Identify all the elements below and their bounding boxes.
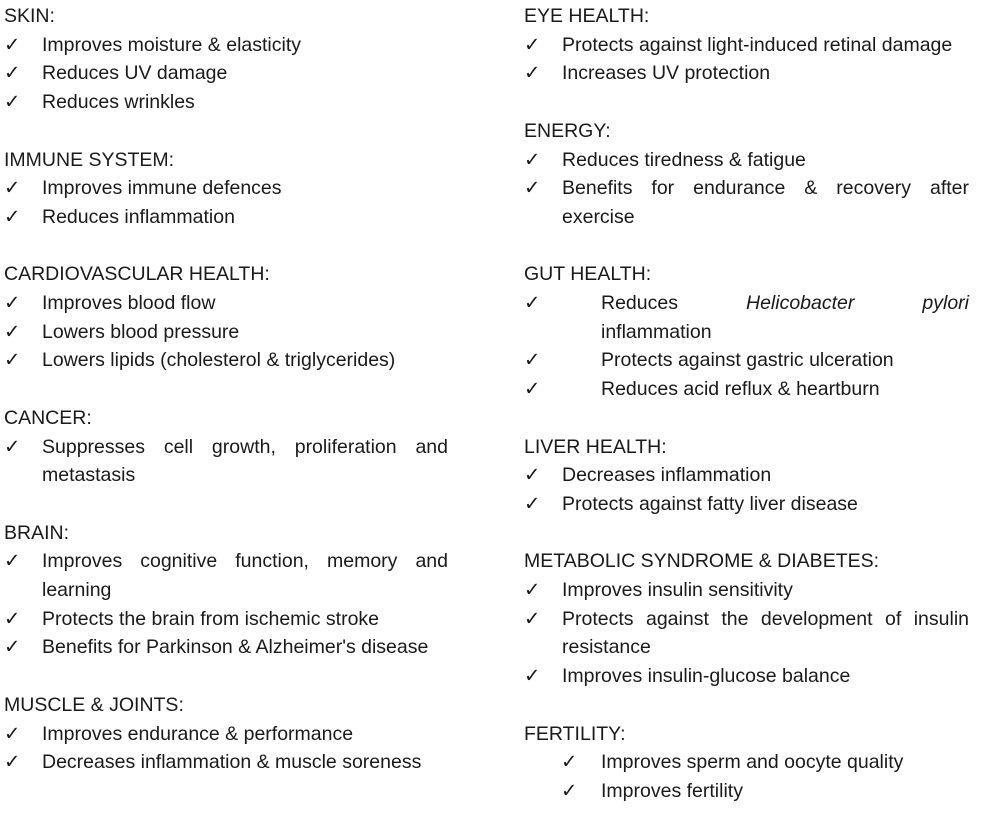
checkmark-icon: ✓ [4, 550, 21, 573]
checkmark-icon: ✓ [4, 320, 21, 343]
list-item-word: Reduces [601, 292, 678, 314]
checkmark-icon: ✓ [524, 492, 541, 515]
checkmark-icon: ✓ [524, 62, 541, 85]
checkmark-icon: ✓ [4, 636, 21, 659]
list-item-text: Reduces tiredness & fatigue [562, 148, 806, 171]
section-immune-system [4, 146, 448, 232]
checkmark-icon: ✓ [524, 33, 541, 56]
section-heading: ENERGY: [524, 119, 611, 142]
checkmark-icon: ✓ [524, 607, 541, 630]
list-item [4, 31, 448, 60]
list-item-text: Reduces wrinkles [42, 91, 195, 114]
section-heading: LIVER HEALTH: [524, 435, 667, 458]
list-item-text: Protects against the development of insulin resistance [562, 607, 969, 659]
section-heading: MUSCLE & JOINTS: [4, 693, 184, 716]
section-gut-health [524, 260, 969, 404]
checkmark-icon: ✓ [4, 177, 21, 200]
list-item-text: Benefits for endurance & recovery after exercise [562, 177, 969, 228]
list-item [524, 346, 969, 375]
section-fertility [524, 720, 969, 806]
list-item-text: Protects against light-induced retinal damage [562, 33, 953, 56]
list-item-text: Improves sperm and oocyte quality [601, 751, 904, 774]
list-item [4, 547, 448, 604]
list-item-text: Improves immune defences [42, 177, 282, 200]
section-heading: GUT HEALTH: [524, 263, 652, 286]
list-item [524, 375, 969, 404]
list-item [524, 576, 969, 605]
section-heading: CARDIOVASCULAR HEALTH: [4, 263, 270, 286]
list-item [524, 605, 969, 662]
section-eye-health [524, 2, 969, 88]
section-heading: FERTILITY: [524, 722, 626, 745]
checkmark-icon: ✓ [4, 607, 21, 630]
list-item-text: Improves endurance & performance [42, 722, 354, 745]
section-metabolic-syndrome-diabetes [524, 547, 969, 691]
list-item [4, 720, 448, 749]
list-item [4, 633, 448, 662]
list-item-text: Benefits for Parkinson & Alzheimer's disease [42, 636, 429, 659]
checkmark-icon: ✓ [4, 33, 21, 56]
list-item-text: Lowers blood pressure [42, 320, 240, 343]
list-item-text: Decreases inflammation [562, 464, 772, 487]
list-item [524, 777, 969, 806]
list-item [4, 203, 448, 232]
list-item [524, 146, 969, 175]
list-item [4, 289, 448, 318]
section-brain [4, 519, 448, 663]
list-item [4, 346, 448, 375]
list-item-text: Protects the brain from ischemic stroke [42, 607, 380, 630]
section-energy [524, 117, 969, 232]
list-item-text: Improves moisture & elasticity [42, 33, 301, 56]
section-muscle-joints [4, 691, 448, 777]
list-item-word: inflammation [601, 320, 712, 343]
list-item [524, 662, 969, 691]
list-item [4, 174, 448, 203]
checkmark-icon: ✓ [524, 665, 541, 688]
checkmark-icon: ✓ [524, 349, 541, 372]
list-item [4, 748, 448, 777]
section-heading: SKIN: [4, 5, 55, 27]
list-item [524, 174, 969, 231]
section-heading: CANCER: [4, 406, 92, 429]
left-column [4, 2, 448, 806]
list-item [524, 289, 969, 346]
section-heading: METABOLIC SYNDROME & DIABETES: [524, 550, 880, 573]
list-item [4, 88, 448, 117]
checkmark-icon: ✓ [524, 579, 541, 601]
list-item [524, 59, 969, 88]
list-item-text: Protects against fatty liver disease [562, 492, 858, 515]
list-item-text: Improves cognitive function, memory and learning [42, 550, 448, 601]
checkmark-icon: ✓ [4, 751, 21, 774]
list-item [4, 318, 448, 347]
list-item [524, 461, 969, 490]
scientific-name-species: pylori [922, 292, 969, 314]
checkmark-icon: ✓ [524, 464, 541, 487]
list-item [524, 31, 969, 60]
checkmark-icon: ✓ [524, 177, 541, 200]
section-heading: EYE HEALTH: [524, 5, 650, 27]
list-item-text: Reduces UV damage [42, 62, 228, 85]
list-item [4, 433, 448, 490]
checkmark-icon: ✓ [4, 62, 21, 85]
section-cancer [4, 404, 448, 490]
list-item-text: Improves insulin-glucose balance [562, 665, 851, 688]
list-item-text: Reduces inflammation [42, 205, 235, 228]
list-item-text: Lowers lipids (cholesterol & triglycerides) [42, 349, 396, 372]
list-item [4, 59, 448, 88]
list-item [4, 605, 448, 634]
list-item-text: Increases UV protection [562, 62, 771, 85]
list-item-text: Reduces acid reflux & heartburn [601, 378, 880, 401]
right-column [524, 2, 969, 834]
list-item-text: Improves fertility [601, 779, 743, 802]
section-cardiovascular-health [4, 260, 448, 375]
list-item-text: Suppresses cell growth, proliferation and metastasis [42, 435, 448, 487]
section-heading: IMMUNE SYSTEM: [4, 148, 175, 171]
list-item-text: Improves blood flow [42, 292, 216, 314]
checkmark-icon: ✓ [561, 751, 578, 774]
section-skin [4, 2, 448, 117]
checkmark-icon: ✓ [4, 435, 21, 458]
scientific-name-genus: Helicobacter [745, 292, 855, 314]
checkmark-icon: ✓ [4, 292, 21, 314]
checkmark-icon: ✓ [561, 779, 578, 802]
checkmark-icon: ✓ [4, 205, 21, 228]
section-liver-health [524, 433, 969, 519]
checkmark-icon: ✓ [524, 378, 541, 401]
list-item-first-line [601, 289, 969, 318]
list-item-text: Improves insulin sensitivity [562, 579, 793, 601]
checkmark-icon: ✓ [4, 722, 21, 745]
checkmark-icon: ✓ [4, 349, 21, 372]
list-item-text [601, 289, 969, 346]
list-item [524, 490, 969, 519]
list-item-text: Decreases inflammation & muscle soreness [42, 751, 422, 774]
list-item [524, 748, 969, 777]
list-item-text: Protects against gastric ulceration [601, 349, 894, 372]
checkmark-icon: ✓ [524, 292, 541, 314]
checkmark-icon: ✓ [4, 91, 21, 114]
checkmark-icon: ✓ [524, 148, 541, 171]
section-heading: BRAIN: [4, 521, 70, 544]
